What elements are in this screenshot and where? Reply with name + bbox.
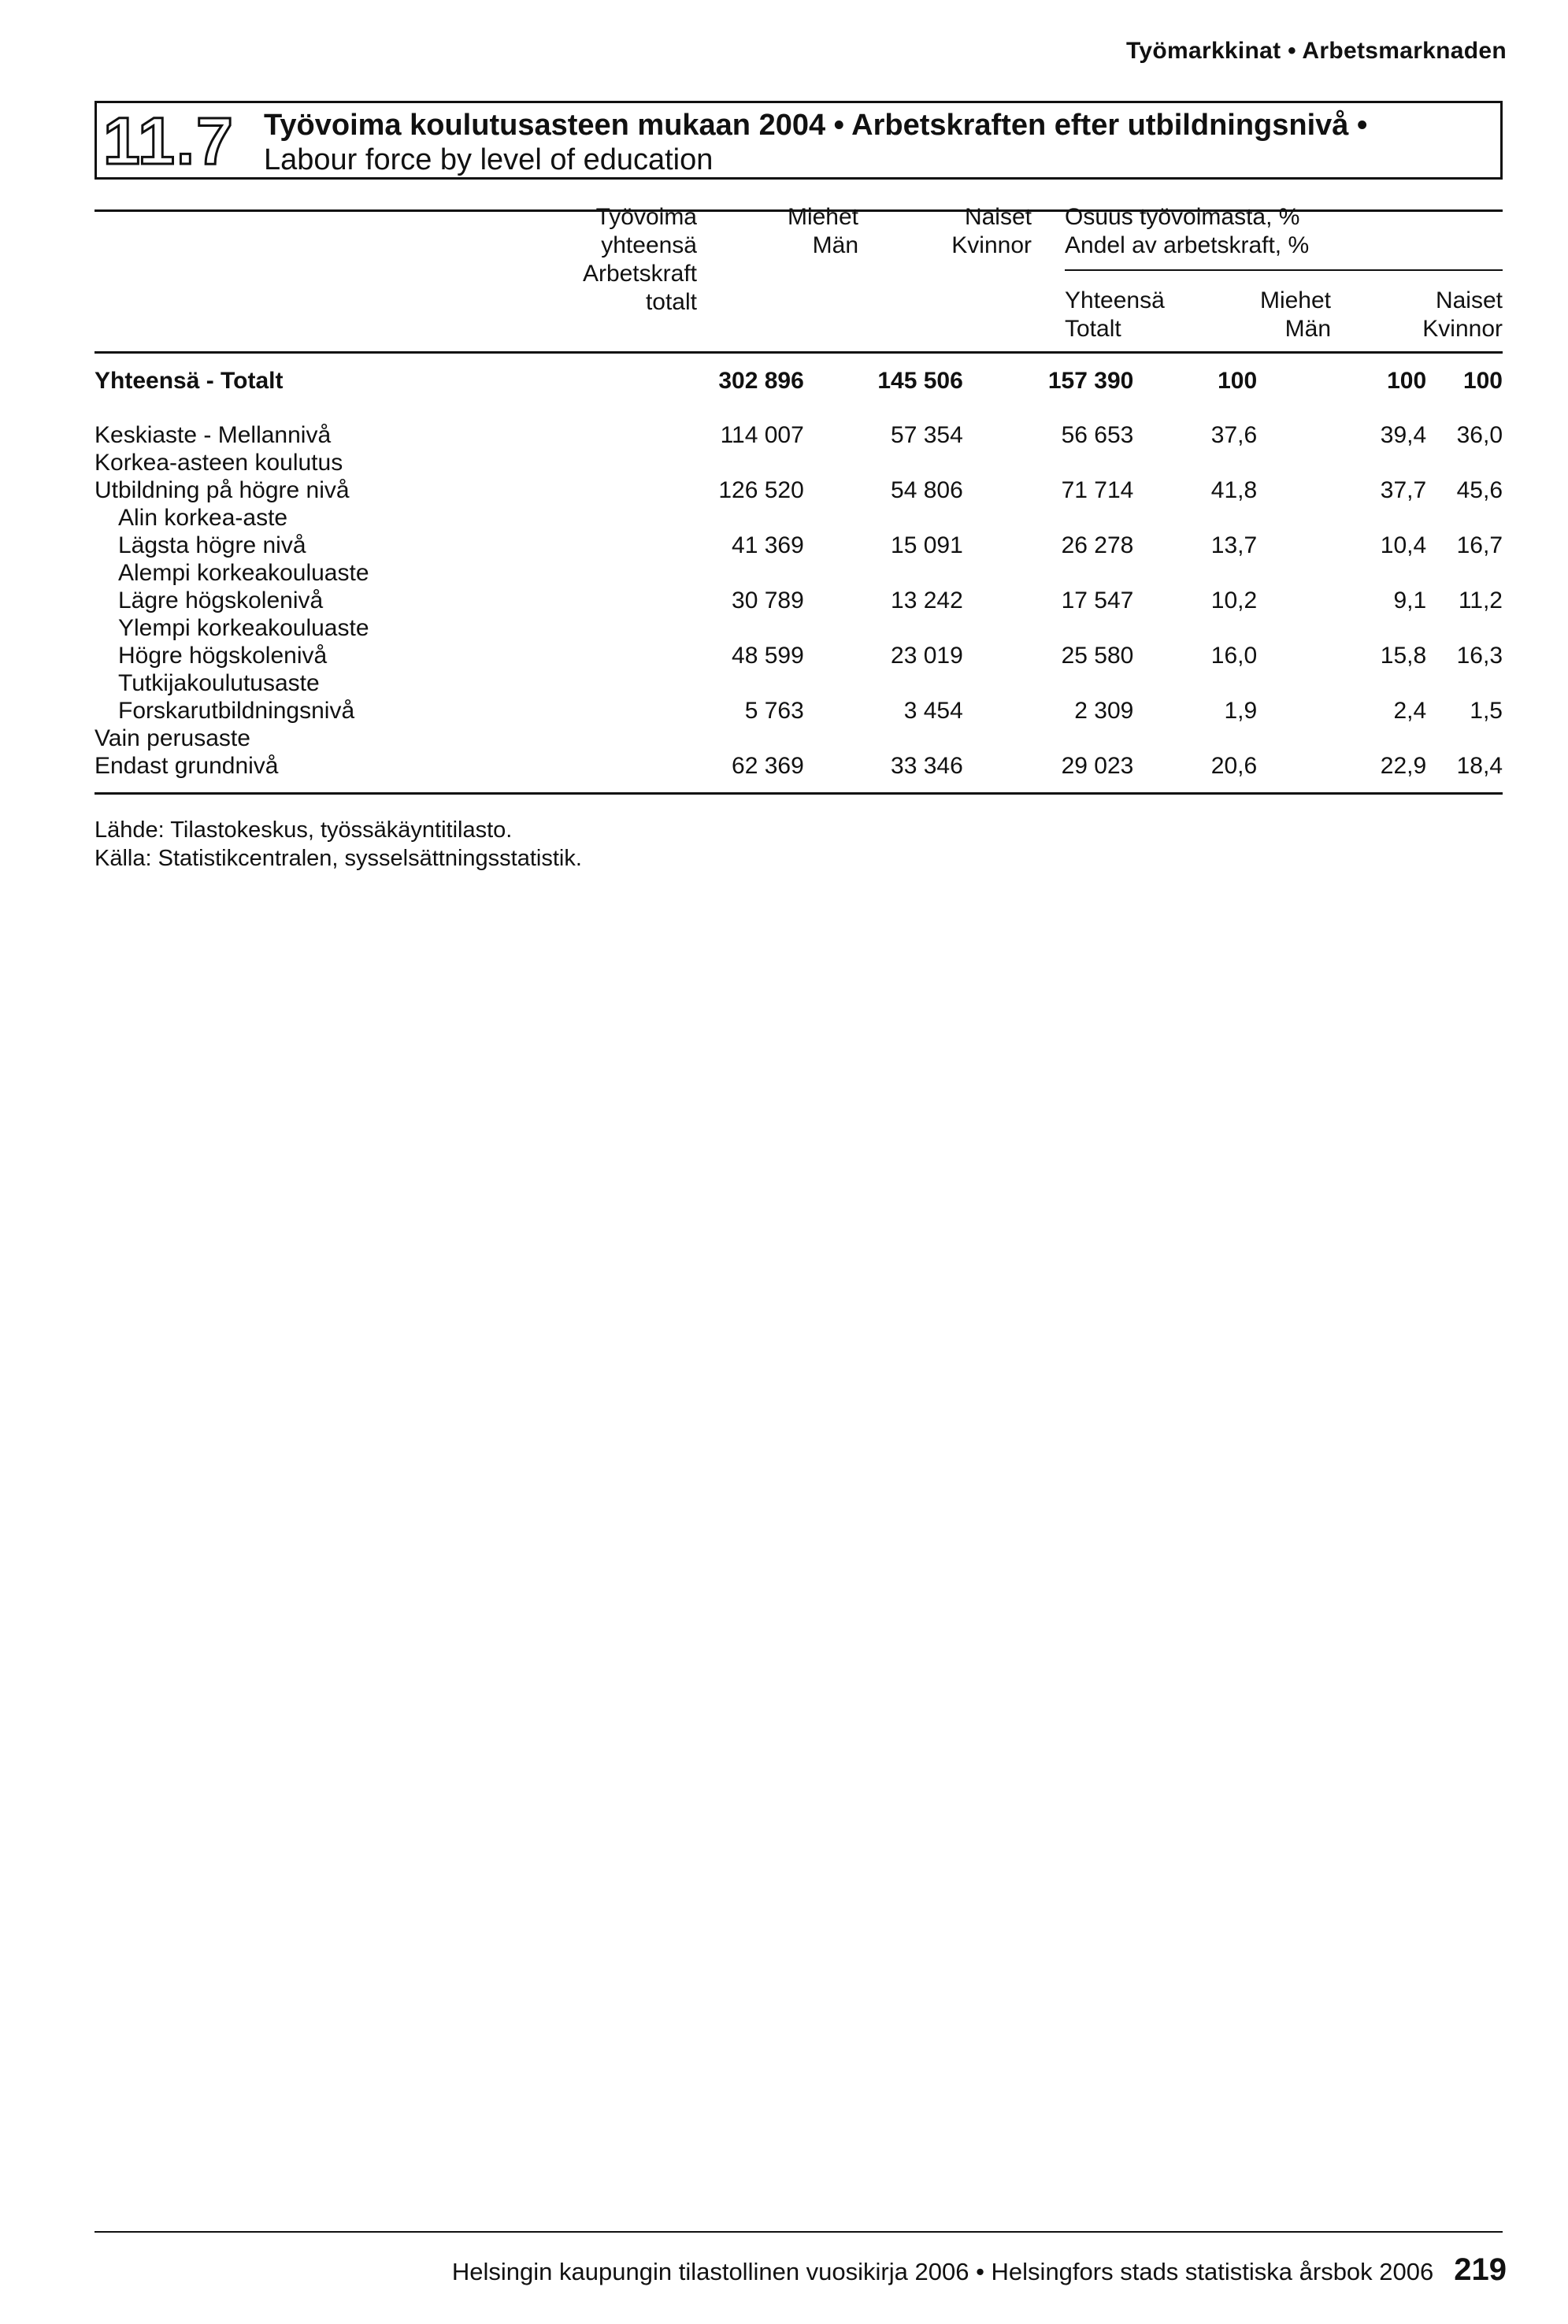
header-share-total: Yhteensä Totalt [1065,287,1165,342]
table-row [95,669,1503,725]
cell-share-men: 100 [1387,368,1427,394]
cell-share-women: 11,2 [1458,587,1503,613]
cell-share-women: 36,0 [1456,422,1503,448]
cell-share-women: 16,3 [1456,643,1503,669]
row-label: Tutkijakoulutusaste Forskarutbildningsnivå [118,670,355,724]
cell-total: 48 599 [732,643,804,669]
cell-total: 30 789 [732,587,804,613]
cell-men: 23 019 [891,643,963,669]
cell-share-total: 20,6 [1210,753,1258,779]
cell-total: 5 763 [744,698,804,724]
row-label: Ylempi korkeakouluaste Högre högskolenivå [118,615,369,669]
table-title-bold: Työvoima koulutusasteen mukaan 2004 • Arbetskraften efter utbildningsnivå • [264,109,1368,142]
cell-total: 126 520 [718,477,804,503]
cell-share-men: 22,9 [1380,753,1427,779]
cell-share-total: 41,8 [1210,477,1258,503]
header-total: Työvoima yhteensä Arbetskraft totalt [582,204,697,315]
row-label: Yhteensä - Totalt [95,368,284,394]
cell-women: 29 023 [1061,753,1134,779]
header-share-women: Naiset Kvinnor [1422,287,1503,342]
footer-rule [95,2231,1503,2233]
cell-men: 57 354 [891,422,963,448]
cell-share-total: 16,0 [1210,643,1258,669]
table-row [95,559,1503,614]
footer-text: Helsingin kaupungin tilastollinen vuosikirja 2006 • Helsingfors stads statistiska årsbok 2006 [451,2258,1434,2285]
cell-share-women: 1,5 [1470,698,1503,724]
header-women: Naiset Kvinnor [951,204,1032,258]
cell-total: 114 007 [720,422,804,448]
table-row [95,449,1503,504]
cell-men: 145 506 [877,368,963,394]
cell-share-men: 15,8 [1380,643,1427,669]
header-bottom-rule [95,351,1503,354]
cell-total: 41 369 [732,532,804,558]
table-title-box [95,101,1503,180]
header-share: Osuus työvoimasta, % Andel av arbetskraft, % [1065,204,1310,258]
cell-share-women: 45,6 [1456,477,1503,503]
table-title [264,108,1469,177]
cell-share-men: 37,7 [1380,477,1427,503]
page-footer [452,2254,1507,2288]
cell-women: 71 714 [1061,477,1134,503]
table-row [95,614,1503,669]
cell-share-total: 37,6 [1210,422,1258,448]
cell-share-women: 16,7 [1456,532,1503,558]
cell-share-total: 13,7 [1210,532,1258,558]
table-number: 11.7 [103,104,235,178]
cell-men: 15 091 [891,532,963,558]
cell-share-total: 1,9 [1224,698,1258,724]
table-row-total [95,367,1503,421]
cell-men: 54 806 [891,477,963,503]
cell-women: 157 390 [1047,368,1134,394]
cell-share-total: 10,2 [1210,587,1258,613]
row-label: Alin korkea-aste Lägsta högre nivå [118,505,306,558]
cell-women: 26 278 [1061,532,1134,558]
cell-women: 56 653 [1061,422,1134,448]
row-label: Alempi korkeakouluaste Lägre högskolenivå [118,560,369,613]
share-header-rule [1065,269,1503,271]
row-label: Keskiaste - Mellannivå [95,422,332,448]
header-share-men: Miehet Män [1259,287,1331,342]
cell-share-total: 100 [1218,368,1258,394]
running-head: Työmarkkinat • Arbetsmarknaden [1126,38,1507,64]
cell-men: 33 346 [891,753,963,779]
cell-men: 3 454 [903,698,963,724]
row-label: Vain perusaste Endast grundnivå [95,725,279,779]
source-note: Lähde: Tilastokeskus, työssäkäyntitilasto. Källa: Statistikcentralen, sysselsättningsstatistik. [95,817,582,871]
cell-share-men: 39,4 [1380,422,1427,448]
data-table [95,367,1503,780]
table-bottom-rule [95,792,1503,795]
cell-share-men: 9,1 [1393,587,1427,613]
table-row [95,504,1503,559]
cell-share-women: 100 [1462,368,1503,394]
cell-women: 17 547 [1061,587,1134,613]
cell-men: 13 242 [891,587,963,613]
page-number: 219 [1454,2252,1507,2287]
table-row [95,421,1503,449]
row-label: Korkea-asteen koulutus Utbildning på högre nivå [95,450,350,503]
cell-share-men: 2,4 [1393,698,1427,724]
table-row [95,725,1503,780]
table-title-normal: Labour force by level of education [264,143,714,176]
cell-total: 302 896 [718,368,804,394]
cell-share-men: 10,4 [1380,532,1427,558]
cell-total: 62 369 [732,753,804,779]
cell-women: 2 309 [1074,698,1134,724]
header-men: Miehet Män [787,204,858,258]
cell-women: 25 580 [1061,643,1134,669]
cell-share-women: 18,4 [1456,753,1503,779]
